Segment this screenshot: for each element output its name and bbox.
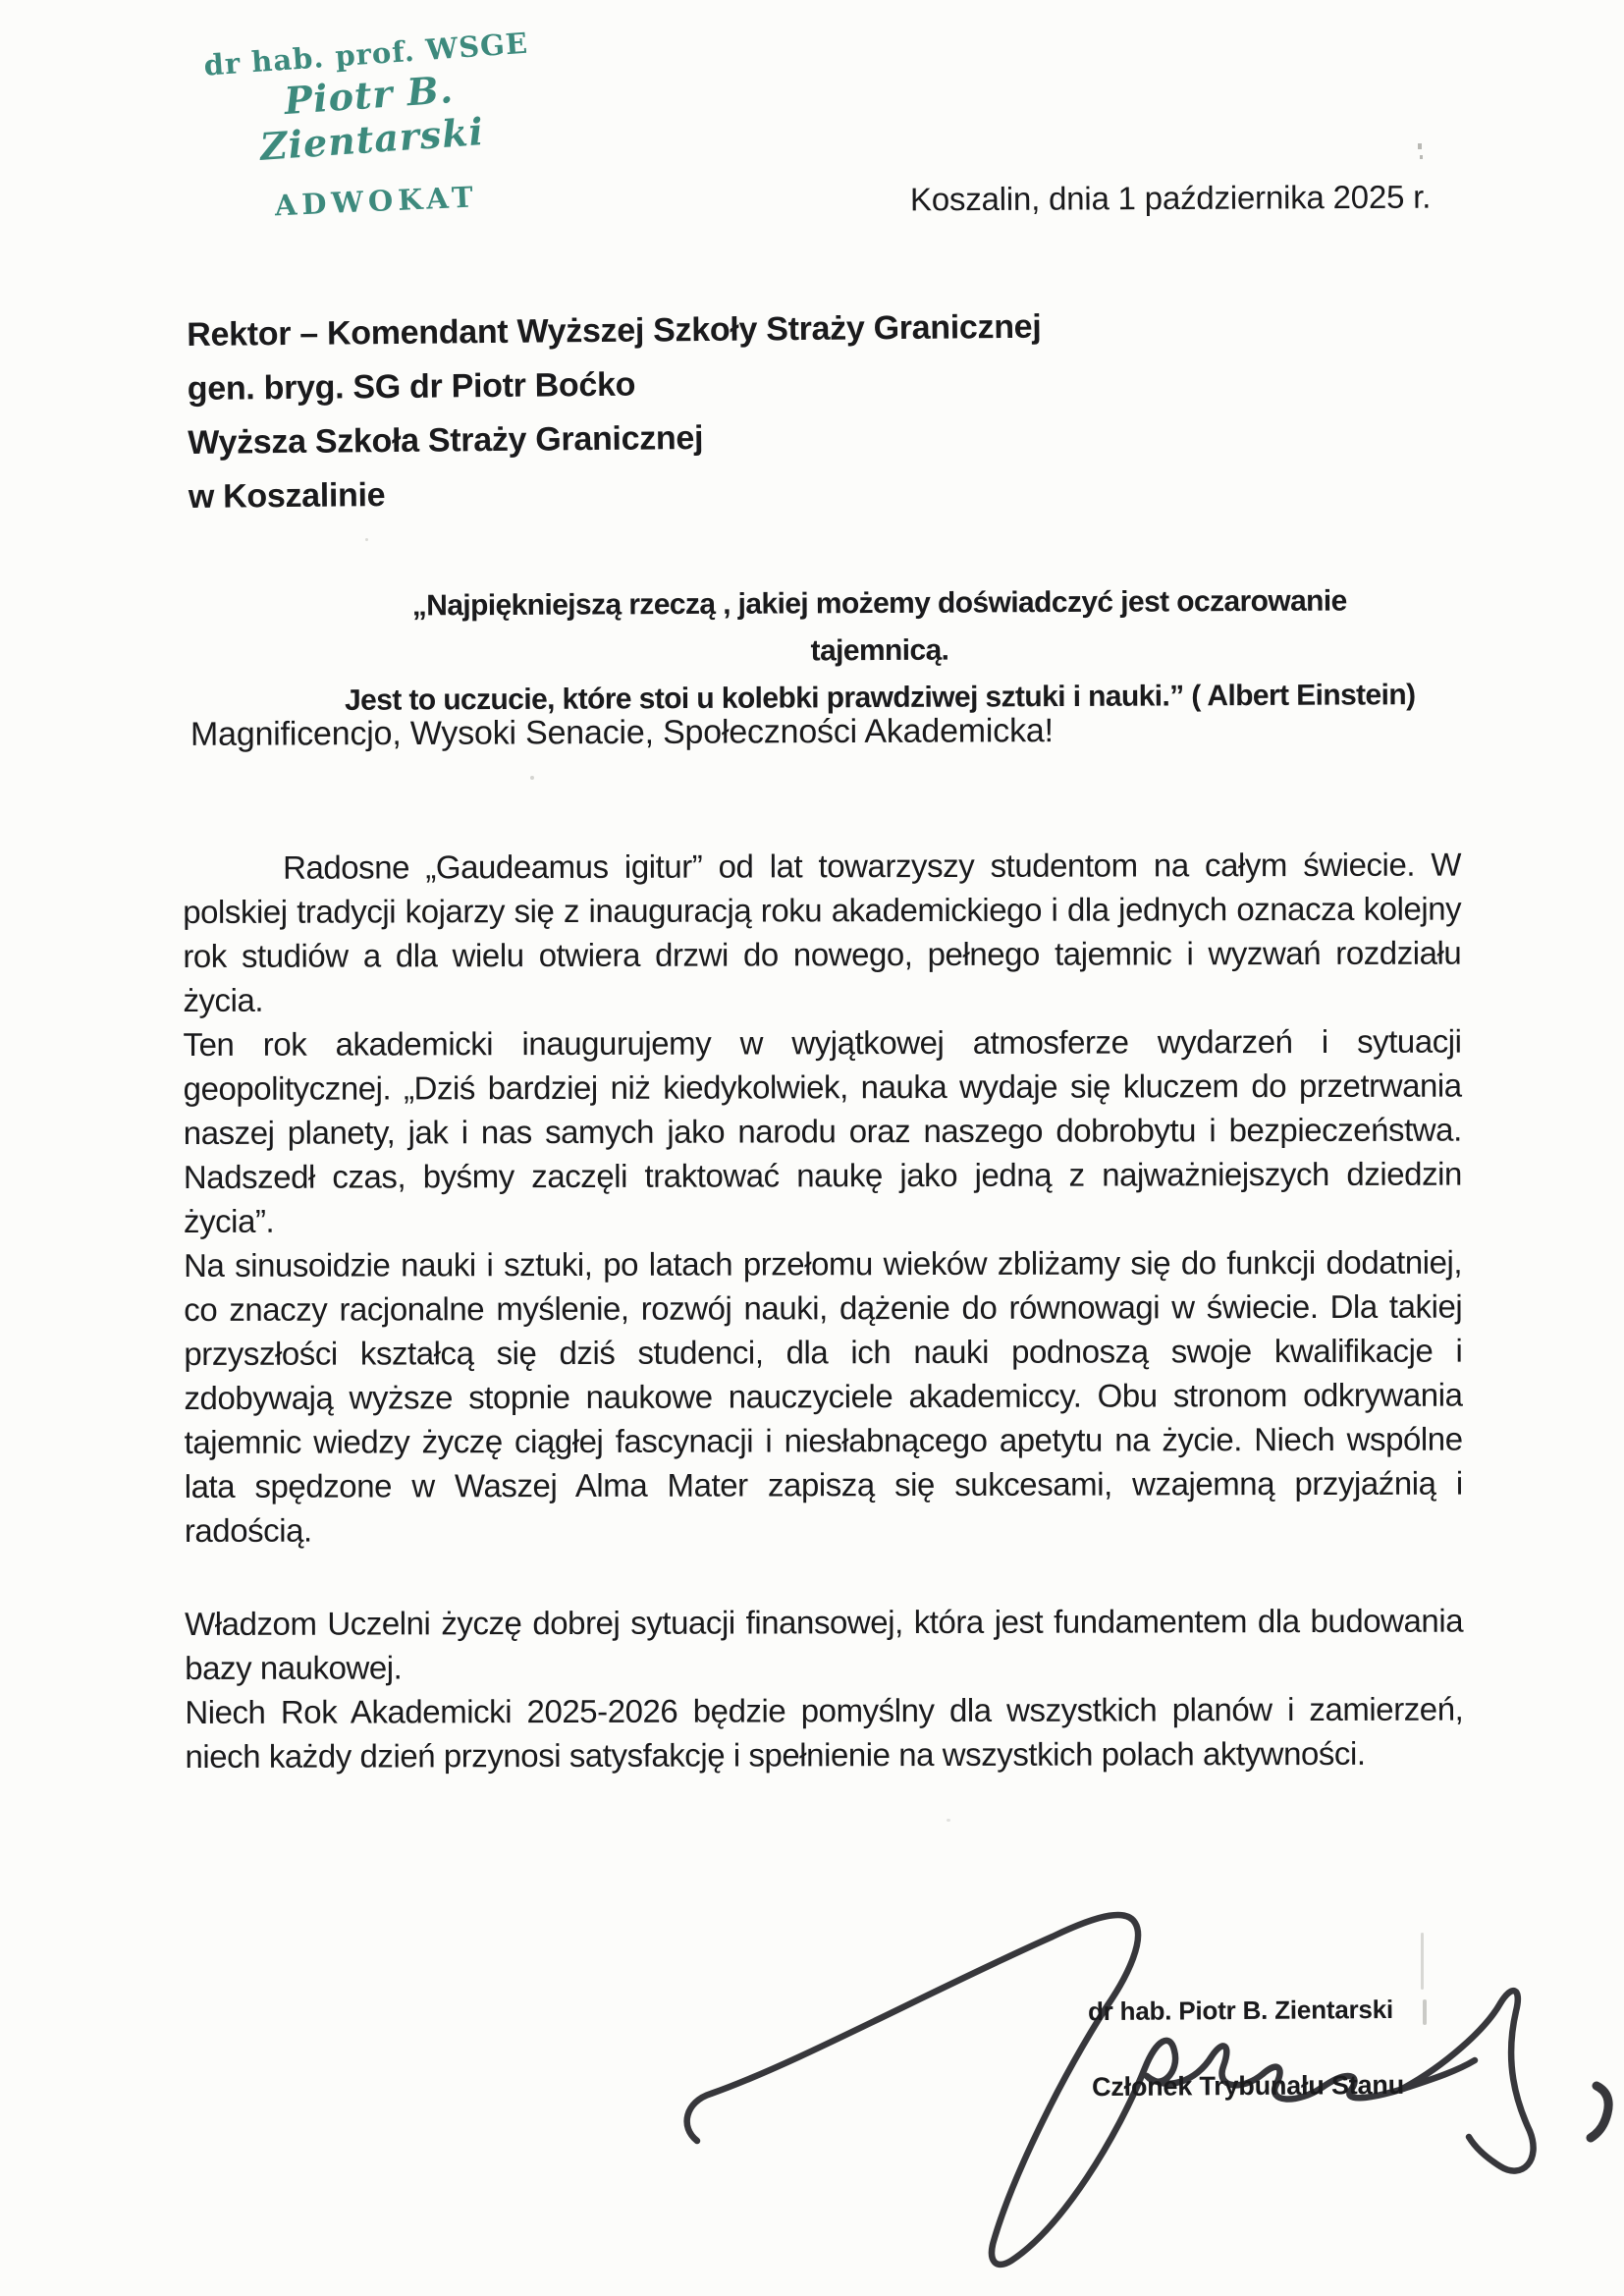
scan-artifact <box>1423 1999 1427 2025</box>
scan-artifact <box>365 538 368 541</box>
salutation: Magnificencjo, Wysoki Senacie, Społeczności Akademicka! <box>189 712 1054 753</box>
addressee-block <box>187 301 1043 524</box>
addressee-line: gen. bryg. SG dr Piotr Boćko <box>187 365 636 408</box>
addressee-line: w Koszalinie <box>188 476 386 516</box>
letter-body <box>183 843 1463 1778</box>
scan-artifact <box>1420 155 1423 159</box>
epigraph-quote <box>344 577 1417 725</box>
stamp-title-line: ADWOKAT <box>274 180 479 223</box>
scan-artifact <box>530 776 534 780</box>
signer-name: dr hab. Piotr B. Zientarski <box>1087 1994 1394 2027</box>
body-paragraph: Niech Rok Akademicki 2025-2026 będzie pomyślny dla wszystkich planów i zamierzeń, niech każdy dzień przynosi satysfakcję i spełnienie na wszystkich polach aktywności. <box>185 1690 1464 1775</box>
date-line: Koszalin, dnia 1 października 2025 r. <box>909 178 1432 218</box>
body-paragraph: Ten rok akademicki inaugurujemy w wyjątkowej atmosferze wydarzeń i sytuacji geopolitycznej. „Dziś bardziej niż kiedykolwiek, nauka wydaje się kluczem do przetrwania naszej planety, jak i nas samych jako narodu oraz naszego dobrobytu i bezpieczeństwa. Nadszedł czas, byśmy zaczęli traktować naukę jako jedną z najważniejszych dziedzin życia”. <box>183 1022 1462 1239</box>
stamp-degree-line: dr hab. prof. WSGE <box>202 26 530 82</box>
body-paragraph: Na sinusoidzie nauki i sztuki, po latach przełomu wieków zbliżamy się do funkcji dodatniej, co znaczy racjonalne myślenie, rozwój nauki, dążenie do równowagi w świecie. Dla takiej przyszłości kształcą się dziś studenci, dla ich nauki podnoszą swoje kwalifikacje i zdobywają wyższe stopnie naukowe nauczyciele akademiccy. Obu stronom odkrywania tajemnic wiedzy życzę ciągłej fascynacji i niesłabnącego apetytu na życie. Niech wspólne lata spędzone w Waszej Alma Mater zapiszą się sukcesami, wzajemną przyjaźnią i radością. <box>184 1243 1463 1549</box>
scan-artifact <box>947 1819 950 1822</box>
addressee-line: Wyższa Szkoła Straży Granicznej <box>188 418 704 462</box>
body-paragraph: Radosne „Gaudeamus igitur” od lat towarzyszy studentom na całym świecie. W polskiej tradycji kojarzy się z inauguracją roku akademickiego i dla jednych oznacza kolejny rok studiów a dla wielu otwiera drzwi do nowego, pełnego tajemnic i wyzwań rozdziału życia. <box>183 846 1462 1018</box>
handwritten-signature <box>422 1854 1624 2296</box>
letterhead-stamp <box>183 25 560 231</box>
scan-artifact <box>1421 1933 1424 1990</box>
stamp-name-line: Piotr B. Zientarski <box>258 67 486 169</box>
body-paragraph: Władzom Uczelni życzę dobrej sytuacji finansowej, która jest fundamentem dla budowania bazy naukowej. <box>185 1602 1464 1686</box>
quote-line: Jest to uczucie, które stoi u kolebki prawdziwej sztuki i nauki.” ( Albert Einstein) <box>344 679 1416 717</box>
addressee-line: Rektor – Komendant Wyższej Szkoły Straży Granicznej <box>187 307 1042 354</box>
signer-title: Członek Trybunału Stanu <box>1091 2069 1405 2103</box>
quote-line: „Najpiękniejszą rzeczą , jakiej możemy doświadczyć jest oczarowanie tajemnicą. <box>411 584 1347 668</box>
scan-artifact <box>1418 143 1422 149</box>
